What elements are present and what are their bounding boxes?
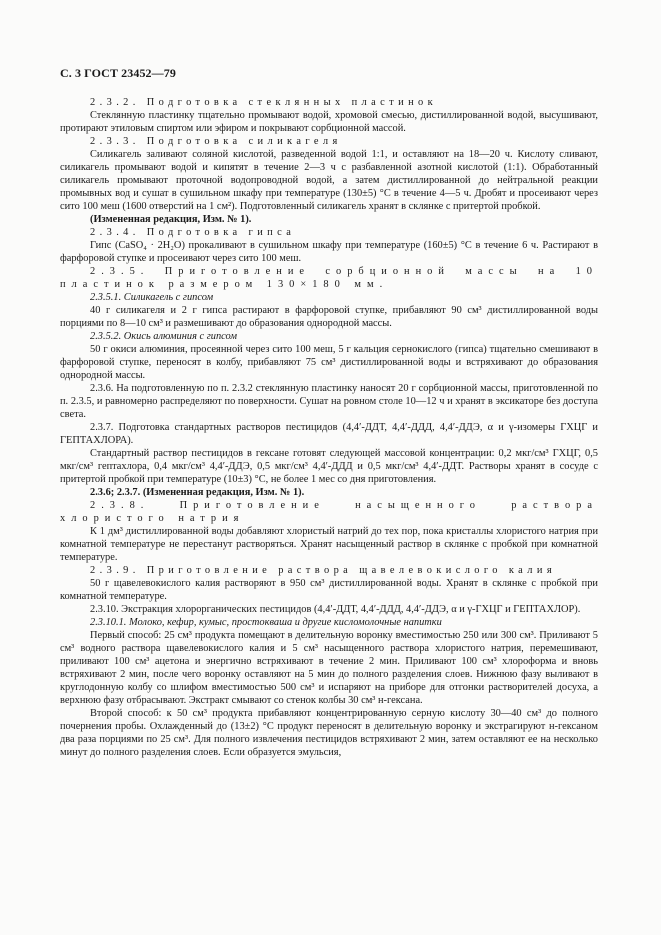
subsection-heading: 2.3.10.1. Молоко, кефир, кумыс, простокваша и другие кисломолочные напитки <box>90 617 442 628</box>
paragraph: 50 г щавелевокислого калия растворяют в 950 см³ дистиллированной воды. Хранят в склянке с пробкой при комнатной температуре. <box>60 578 598 602</box>
section-heading-2-3-8: 2.3.8. Приготовление насыщенного раствора хлористого натрия <box>60 500 598 524</box>
paragraph: Второй способ: к 50 см³ продукта прибавляют концентрированную серную кислоту 30—40 см³ до полного почернения пробы. Охлажденный до (13±2) °С продукт переносят в делительную воронку и экстрагируют н-гексаном два раза порциями по 25 см³. Для полного извлечения пестицидов встряхивают 2 мин, затем оставляют ее на несколько минут до полного разделения слоев. Если образуется эмульсия, <box>60 708 598 758</box>
page-header: С. 3 ГОСТ 23452—79 <box>60 66 176 80</box>
paragraph: Стандартный раствор пестицидов в гексане готовят следующей массовой концентрации: 0,2 мкг/см³ ГХЦГ, 0,5 мкг/см³ гептахлора, 0,4 мкг/см³ 4,4′-ДДЭ, 0,5 мкг/см³ 4,4′-ДДД и 0,5 мкг/см³ 4,4′-ДДТ. Растворы хранят в сосуде с притертой пробкой при температуре (10±3) °С, не более 1 мес со дня приготовления. <box>60 448 598 485</box>
paragraph: Гипс (CaSO₄ · 2H₂O) прокаливают в сушильном шкафу при температуре (160±5) °С в течение 6 ч. Растирают в фарфоровой ступке и просеивают через сито 100 меш. <box>60 240 598 264</box>
section-heading-2-3-3: 2.3.3. Подготовка силикагеля <box>90 136 342 147</box>
subsection-heading: 2.3.5.1. Силикагель с гипсом <box>90 292 214 303</box>
subsection-heading: 2.3.5.2. Окись алюминия с гипсом <box>90 331 237 342</box>
amendment-note: (Измененная редакция, Изм. № 1). <box>90 214 252 225</box>
paragraph: К 1 дм³ дистиллированной воды добавляют хлористый натрий до тех пор, пока кристаллы хлористого натрия при комнатной температуре не перестанут растворяться. Хранят насыщенный раствор в склянке с пробкой при комнатной температуре. <box>60 526 598 563</box>
section-heading-2-3-5: 2.3.5. Приготовление сорбционной массы на 10 пластинок размером 130×180 мм. <box>60 266 598 290</box>
paragraph: Первый способ: 25 см³ продукта помещают в делительную воронку вместимостью 250 или 300 см³. Приливают 5 см³ водного раствора щавелевокислого калия и 5 см³ насыщенного раствора хлористого натрия, перемешивают, приливают 100 см³ ацетона и энергично встряхивают в течение 2 мин. Приливают 100 см³ хлороформа и вновь встряхивают 2 мин, после чего воронку оставляют на 5 мин до полного разделения слоев. Нижнюю фазу выливают в круглодонную колбу со шлифом вместимостью 500 см³ и испаряют на приборе для отгонки растворителей досуха, а верхнюю фазу отбрасывают. Экстракт смывают со стенок колбы 30 см³ н-гексана. <box>60 630 598 706</box>
section-heading-2-3-4: 2.3.4. Подготовка гипса <box>90 227 296 238</box>
paragraph: 2.3.7. Подготовка стандартных растворов пестицидов (4,4′-ДДТ, 4,4′-ДДД, 4,4′-ДДЭ, α и γ-изомеры ГХЦГ и ГЕПТАХЛОРА). <box>60 422 598 446</box>
section-heading-2-3-9: 2.3.9. Приготовление раствора щавелевокислого калия <box>90 565 557 576</box>
paragraph: Силикагель заливают соляной кислотой, разведенной водой 1:1, и оставляют на 18—20 ч. Кислоту сливают, силикагель промывают водой и кипятят в течение 2—3 ч с разбавленной азотной кислотой (1:1). Обработанный силикагель промывают проточной водопроводной водой, а затем дистиллированной до нейтральной реакции промывных вод и сушат в сушильном шкафу при температуре (130±5) °С в течение 4—5 ч. Дробят и просеивают через сито 100 меш (1600 отверстий на 1 см²). Подготовленный силикагель хранят в склянке с притертой пробкой. <box>60 149 598 212</box>
document-body <box>60 96 598 759</box>
paragraph: Стеклянную пластинку тщательно промывают водой, хромовой смесью, дистиллированной водой, высушивают, протирают этиловым спиртом или эфиром и покрывают сорбционной массой. <box>60 110 598 134</box>
amendment-note: 2.3.6; 2.3.7. (Измененная редакция, Изм. № 1). <box>90 487 305 498</box>
paragraph: 50 г окиси алюминия, просеянной через сито 100 меш, 5 г кальция сернокислого (гипса) тщательно смешивают в фарфоровой ступке, переносят в колбу, прибавляют 75 см³ дистиллированной воды и встряхивают до образования однородной массы. <box>60 344 598 381</box>
section-heading-2-3-10: 2.3.10. Экстракция хлорорганических пестицидов (4,4′-ДДТ, 4,4′-ДДД, 4,4′-ДДЭ, α и γ-ГХЦГ и ГЕПТАХЛОР). <box>90 604 581 615</box>
section-heading-2-3-2: 2.3.2. Подготовка стеклянных пластинок <box>90 97 438 108</box>
paragraph: 2.3.6. На подготовленную по п. 2.3.2 стеклянную пластинку наносят 20 г сорбционной массы, приготовленной по п. 2.3.5, и равномерно распределяют по поверхности. Сушат на ровном столе 10—12 ч и хранят в эксикаторе без доступа света. <box>60 383 598 420</box>
paragraph: 40 г силикагеля и 2 г гипса растирают в фарфоровой ступке, прибавляют 90 см³ дистиллированной воды порциями по 8—10 см³ и размешивают до образования однородной массы. <box>60 305 598 329</box>
